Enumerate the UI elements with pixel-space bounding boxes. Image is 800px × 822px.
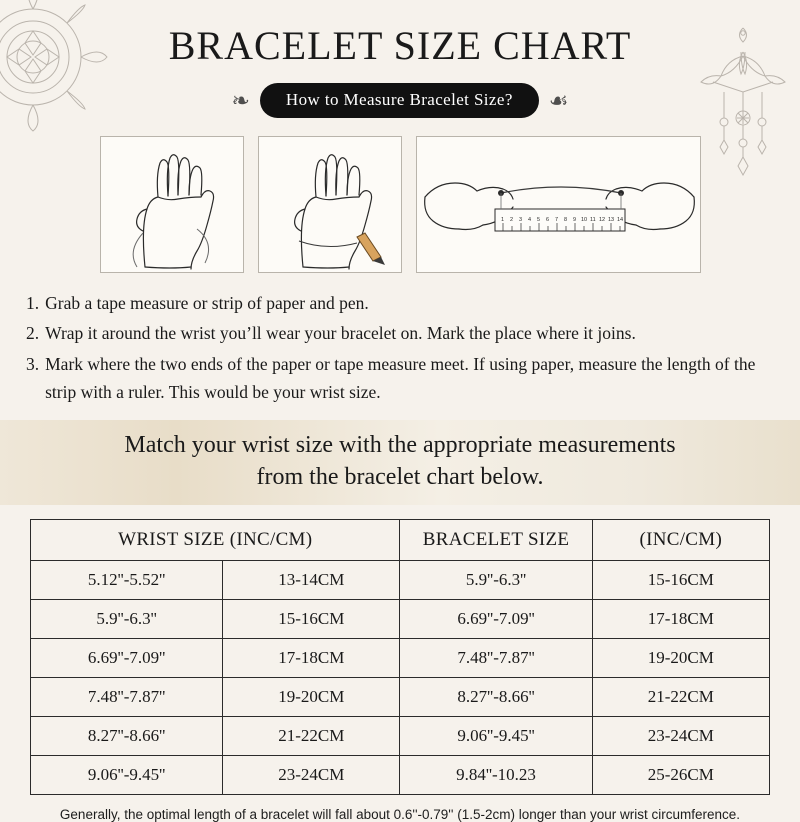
table-row xyxy=(31,560,770,599)
cell-bracelet-cm: 19-20CM xyxy=(592,638,769,677)
svg-text:1: 1 xyxy=(500,217,504,223)
footnote-text: Generally, the optimal length of a bracelet will fall about 0.6''-0.79'' (1.5-2cm) longer than your wrist circumference. xyxy=(59,806,741,822)
header-wrist-size: WRIST SIZE (INC/CM) xyxy=(31,519,400,560)
svg-text:11: 11 xyxy=(589,217,596,223)
table-row xyxy=(31,599,770,638)
list-item xyxy=(26,350,774,407)
table-header-row xyxy=(31,519,770,560)
illustration-row xyxy=(0,136,800,273)
subtitle-row xyxy=(0,83,800,118)
cell-bracelet-inch: 7.48''-7.87'' xyxy=(400,638,592,677)
table-row xyxy=(31,755,770,794)
step-text: Grab a tape measure or strip of paper and pen. xyxy=(45,293,369,313)
svg-text:5: 5 xyxy=(536,217,540,223)
table-row xyxy=(31,716,770,755)
banner-line-1: Match your wrist size with the appropriate measurements xyxy=(124,432,676,459)
flourish-left-icon: ❧ xyxy=(231,87,250,113)
svg-text:13: 13 xyxy=(607,217,614,223)
svg-text:4: 4 xyxy=(527,217,531,223)
cell-wrist-cm: 17-18CM xyxy=(223,638,400,677)
svg-text:9: 9 xyxy=(572,217,576,223)
cell-bracelet-cm: 21-22CM xyxy=(592,677,769,716)
step-number: 2. xyxy=(26,323,40,344)
flourish-right-icon: ☙ xyxy=(548,87,569,113)
hand-with-tape-measure-illustration xyxy=(100,136,244,273)
svg-text:7: 7 xyxy=(554,217,558,223)
cell-wrist-cm: 21-22CM xyxy=(223,716,400,755)
match-wrist-size-banner xyxy=(0,420,800,504)
cell-bracelet-cm: 23-24CM xyxy=(592,716,769,755)
cell-wrist-cm: 15-16CM xyxy=(223,599,400,638)
cell-bracelet-inch: 8.27''-8.66'' xyxy=(400,677,592,716)
cell-wrist-cm: 19-20CM xyxy=(223,677,400,716)
table-row xyxy=(31,638,770,677)
step-number: 1. xyxy=(26,293,40,313)
step-text: Wrap it around the wrist you’ll wear your bracelet on. Mark the place where it joins. xyxy=(45,323,636,344)
how-to-measure-pill: How to Measure Bracelet Size? xyxy=(260,83,539,118)
cell-wrist-cm: 13-14CM xyxy=(223,560,400,599)
cell-bracelet-cm: 25-26CM xyxy=(592,755,769,794)
cell-bracelet-inch: 6.69''-7.09'' xyxy=(400,599,592,638)
svg-text:12: 12 xyxy=(598,217,605,223)
svg-text:10: 10 xyxy=(580,217,587,223)
svg-text:14: 14 xyxy=(616,217,623,223)
table-row xyxy=(31,677,770,716)
cell-wrist-inch: 5.9''-6.3'' xyxy=(31,599,223,638)
step-number: 3. xyxy=(26,353,40,374)
cell-bracelet-cm: 17-18CM xyxy=(592,599,769,638)
banner-line-2: from the bracelet chart below. xyxy=(256,463,544,490)
cell-wrist-inch: 5.12''-5.52'' xyxy=(31,560,223,599)
measure-steps-list xyxy=(26,289,774,406)
cell-bracelet-inch: 9.06''-9.45'' xyxy=(400,716,592,755)
bracelet-size-table xyxy=(30,519,770,795)
cell-bracelet-cm: 15-16CM xyxy=(592,560,769,599)
svg-text:2: 2 xyxy=(509,217,513,223)
cell-wrist-inch: 7.48''-7.87'' xyxy=(31,677,223,716)
svg-text:6: 6 xyxy=(545,217,549,223)
svg-text:8: 8 xyxy=(563,217,567,223)
header-bracelet-unit: (INC/CM) xyxy=(592,519,769,560)
list-item xyxy=(26,319,774,347)
list-item xyxy=(26,289,774,317)
header-bracelet-size: BRACELET SIZE xyxy=(400,519,592,560)
hand-with-paper-strip-illustration xyxy=(258,136,402,273)
page-title: BRACELET SIZE CHART xyxy=(168,23,632,68)
cell-wrist-cm: 23-24CM xyxy=(223,755,400,794)
cell-wrist-inch: 9.06''-9.45'' xyxy=(31,755,223,794)
hands-measuring-strip-with-ruler-illustration xyxy=(416,136,701,273)
cell-wrist-inch: 8.27''-8.66'' xyxy=(31,716,223,755)
cell-wrist-inch: 6.69''-7.09'' xyxy=(31,638,223,677)
cell-bracelet-inch: 5.9''-6.3'' xyxy=(400,560,592,599)
cell-bracelet-inch: 9.84''-10.23 xyxy=(400,755,592,794)
svg-text:3: 3 xyxy=(518,217,522,223)
step-text: Mark where the two ends of the paper or tape measure meet. If using paper, measure the length of the strip with a ruler. This would be your wrist size. xyxy=(45,353,756,403)
